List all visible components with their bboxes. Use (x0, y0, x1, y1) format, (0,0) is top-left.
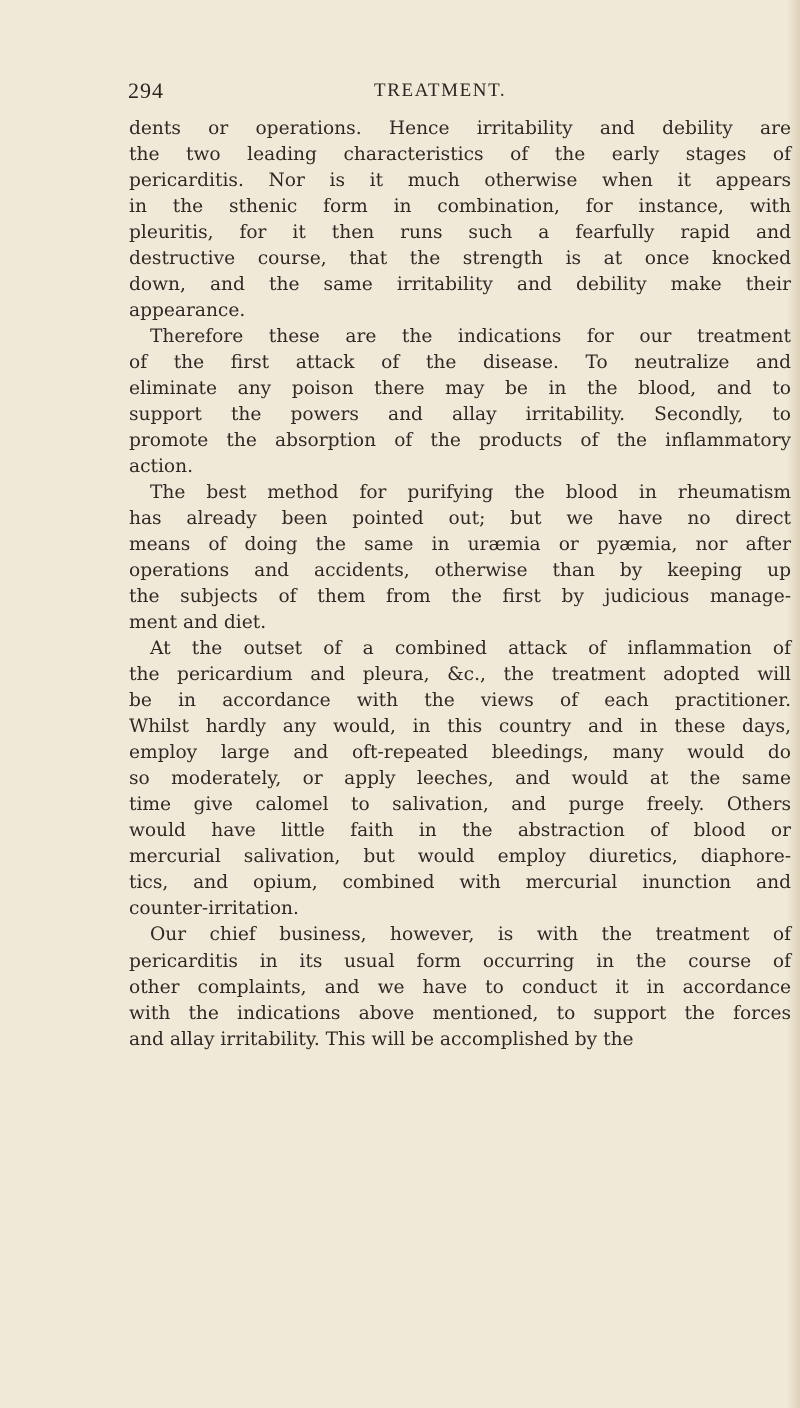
text-line: dents or operations. Hence irritability and debility are (129, 118, 791, 139)
text-line: pleuritis, for it then runs such a fearfully rapid and (129, 222, 791, 244)
text-line: operations and accidents, otherwise than by keeping up (129, 560, 791, 582)
text-line: mercurial salivation, but would employ diuretics, diaphore- (129, 846, 791, 868)
text-line: the subjects of them from the first by judicious manage- (129, 586, 791, 608)
text-line: in the sthenic form in combination, for instance, with (129, 196, 791, 218)
body-text (129, 116, 791, 1053)
text-line: appearance. (129, 300, 246, 322)
paragraph (129, 116, 791, 324)
text-line: Our chief business, however, is with the treatment of (150, 924, 791, 946)
text-line: would have little faith in the abstraction of blood or (129, 820, 791, 842)
text-line: so moderately, or apply leeches, and would at the same (129, 768, 791, 790)
paragraph (129, 922, 791, 1052)
text-line: time give calomel to salivation, and purge freely. Others (129, 794, 791, 816)
text-line: the two leading characteristics of the early stages of (129, 144, 791, 166)
text-line: action. (129, 456, 193, 478)
text-line: The best method for purifying the blood in rheumatism (150, 482, 791, 504)
text-line: destructive course, that the strength is at once knocked (129, 248, 791, 270)
text-line: counter-irritation. (129, 898, 299, 920)
text-line: with the indications above mentioned, to support the forces (129, 1002, 791, 1024)
page-header (0, 78, 800, 112)
text-line: pericarditis. Nor is it much otherwise when it appears (129, 170, 791, 192)
text-line: promote the absorption of the products of the inflammatory (129, 430, 791, 452)
text-line: Whilst hardly any would, in this country and in these days, (129, 716, 791, 738)
paragraph (129, 636, 791, 922)
text-line: employ large and oft-repeated bleedings, many would do (129, 742, 791, 764)
text-line: down, and the same irritability and debility make their (129, 274, 791, 296)
text-line: support the powers and allay irritability. Secondly, to (129, 404, 791, 426)
paragraph (129, 480, 791, 636)
text-line: and allay irritability. This will be accomplished by the (129, 1028, 634, 1050)
text-line: means of doing the same in uræmia or pyæmia, nor after (129, 534, 791, 556)
text-line: pericarditis in its usual form occurring in the course of (129, 950, 791, 972)
text-line: of the first attack of the disease. To neutralize and (129, 352, 791, 374)
text-line: ment and diet. (129, 612, 267, 634)
text-line: At the outset of a combined attack of inflammation of (150, 638, 791, 660)
text-line: other complaints, and we have to conduct it in accordance (129, 976, 791, 998)
text-line: tics, and opium, combined with mercurial inunction and (129, 872, 791, 894)
text-line: eliminate any poison there may be in the blood, and to (129, 378, 791, 400)
paragraph (129, 324, 791, 480)
text-line: be in accordance with the views of each practitioner. (129, 690, 791, 712)
text-line: the pericardium and pleura, &c., the treatment adopted will (129, 664, 791, 686)
page-number: 294 (128, 78, 164, 103)
text-line: has already been pointed out; but we have no direct (129, 508, 791, 530)
running-head: TREATMENT. (374, 80, 507, 101)
text-line: Therefore these are the indications for our treatment (150, 326, 791, 348)
